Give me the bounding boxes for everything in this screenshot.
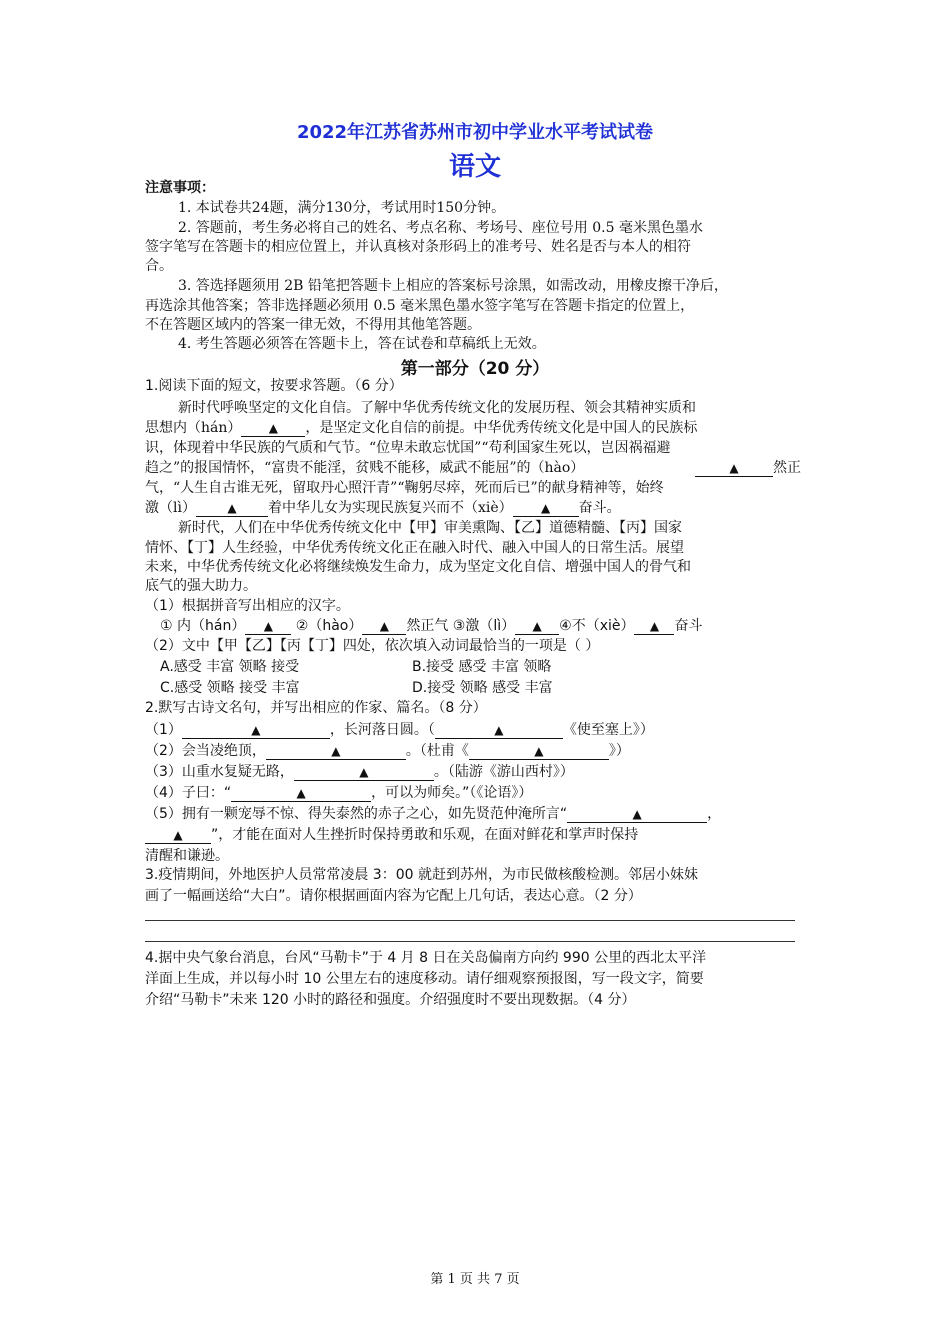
answer-blank[interactable]: ▲ xyxy=(435,722,563,739)
dictation-line-7: 清醒和谦逊。 xyxy=(145,848,229,864)
notice-item: 合。 xyxy=(145,258,173,274)
passage-line xyxy=(695,458,801,478)
dictation-line-4: （4）子曰：“ ▲ ，可以为师矣。”（《论语》） xyxy=(145,785,533,801)
notice-item: 4. 考生答题必须答在答题卡上，答在试卷和草稿纸上无效。 xyxy=(178,336,546,352)
answer-blank[interactable]: ▲ xyxy=(515,618,559,635)
option-c[interactable]: C.感受 领略 接受 丰富 xyxy=(160,680,300,696)
passage-line: 新时代，人们在中华优秀传统文化中【甲】审美熏陶、【乙】道德精髓、【丙】国家 xyxy=(178,520,682,536)
answer-blank[interactable]: ▲ xyxy=(245,618,291,635)
answer-blank[interactable]: ▲ xyxy=(241,420,305,437)
passage-line xyxy=(145,418,815,438)
pinyin-items: ① 内（hán） ▲ ②（hào） ▲ 然正气 ③激（lì） ▲ ④不（xiè） ▲ 奋斗 xyxy=(160,618,703,634)
passage-line: 底气的强大助力。 xyxy=(145,578,257,594)
passage-line: 趋之”的报国情怀，“富贵不能淫，贫贱不能移，威武不能屈”的（hào） xyxy=(145,460,585,476)
question-3-line: 3.疫情期间，外地医护人员常常凌晨 3：00 就赶到苏州，为市民做核酸检测。邻居小妹妹 xyxy=(145,867,698,883)
question-4-line: 洋面上生成，并以每小时 10 公里左右的速度移动。请仔细观察预报图，写一段文字，简要 xyxy=(145,971,704,987)
dictation-line-6: ▲ ”，才能在面对人生挫折时保持勇敢和乐观，在面对鲜花和掌声时保持 xyxy=(145,825,815,845)
notice-heading: 注意事项： xyxy=(145,180,215,196)
answer-blank[interactable]: ▲ xyxy=(469,743,609,760)
notice-item: 1. 本试卷共24题，满分130分，考试用时150分钟。 xyxy=(178,200,506,216)
dictation-line-3: （3）山重水复疑无路， ▲ 。（陆游《游山西村》） xyxy=(145,764,574,780)
passage-text: 然正 xyxy=(773,460,801,476)
answer-blank[interactable]: ▲ xyxy=(513,500,579,517)
passage-text: 思想内（hán） xyxy=(145,420,242,436)
answer-blank[interactable]: ▲ xyxy=(294,764,434,781)
passage-text: ，是坚定文化自信的前提。中华优秀传统文化是中国人的民族标 xyxy=(305,420,698,436)
option-b[interactable]: B.接受 感受 丰富 领略 xyxy=(412,659,552,675)
passage-line xyxy=(145,498,815,518)
subject-title: 语文 xyxy=(448,152,501,182)
answer-blank[interactable]: ▲ xyxy=(231,785,371,802)
notice-item: 不在答题区域内的答案一律无效，不得用其他笔答题。 xyxy=(145,317,481,333)
exam-title: 2022年江苏省苏州市初中学业水平考试试卷 xyxy=(296,122,654,143)
dictation-line-5: （5）拥有一颗宠辱不惊、得失泰然的赤子之心，如先贤范仲淹所言“ ▲ ， xyxy=(145,806,722,822)
passage-line: 情怀、【丁】人生经验，中华优秀传统文化正在融入时代、融入中国人的日常生活。展望 xyxy=(145,540,684,556)
section-heading: 第一部分（20 分） xyxy=(400,359,550,379)
question-1-sub1: （1）根据拼音写出相应的汉字。 xyxy=(145,598,350,614)
passage-text: 着中华儿女为实现民族复兴而不（xiè） xyxy=(267,500,513,516)
option-a[interactable]: A.感受 丰富 领略 接受 xyxy=(160,659,300,675)
answer-blank[interactable]: ▲ xyxy=(695,460,773,477)
passage-line: 未来，中华优秀传统文化必将继续焕发生命力，成为坚定文化自信、增强中国人的骨气和 xyxy=(145,559,691,575)
passage-text: 激（lì） xyxy=(145,500,196,516)
passage-line: 新时代呼唤坚定的文化自信。了解中华优秀传统文化的发展历程、领会其精神实质和 xyxy=(178,400,696,416)
question-1-stem: 1.阅读下面的短文，按要求答题。（6 分） xyxy=(145,378,403,394)
question-2-stem: 2.默写古诗文名句，并写出相应的作家、篇名。（8 分） xyxy=(145,700,487,716)
notice-item: 签字笔写在答题卡的相应位置上，并认真核对条形码上的准考号、姓名是否与本人的相符 xyxy=(145,239,691,255)
answer-blank[interactable]: ▲ xyxy=(567,806,707,823)
question-4-line: 4.据中央气象台消息，台风“马勒卡”于 4 月 8 日在关岛偏南方向约 990 公里的西北太平洋 xyxy=(145,950,707,966)
question-3-line: 画了一幅画送给“大白”。请你根据画面内容为它配上几句话，表达心意。（2 分） xyxy=(145,888,642,904)
notice-item: 3. 答选择题须用 2B 铅笔把答题卡上相应的答案标号涂黑，如需改动，用橡皮擦干净后， xyxy=(178,278,728,294)
answer-line[interactable] xyxy=(145,941,795,942)
notice-item: 再选涂其他答案；答非选择题必须用 0.5 毫米黑色墨水签字笔写在答题卡指定的位置上， xyxy=(145,298,695,314)
answer-blank[interactable]: ▲ xyxy=(196,500,268,517)
answer-line[interactable] xyxy=(145,920,795,921)
answer-blank[interactable]: ▲ xyxy=(634,618,674,635)
answer-blank[interactable]: ▲ xyxy=(362,618,406,635)
passage-line: 气，“人生自古谁无死，留取丹心照汗青”“鞠躬尽瘁，死而后已”的献身精神等，始终 xyxy=(145,480,664,496)
question-4-line: 介绍“马勒卡”未来 120 小时的路径和强度。介绍强度时不要出现数据。（4 分） xyxy=(145,992,636,1008)
dictation-line-2: （2）会当凌绝顶， ▲ 。（杜甫《 ▲ 》） xyxy=(145,743,630,759)
passage-line: 识，体现着中华民族的气质和气节。“位卑未敢忘忧国”“苟利国家生死以，岂因祸福避 xyxy=(145,440,671,456)
notice-item: 2. 答题前，考生务必将自己的姓名、考点名称、考场号、座位号用 0.5 毫米黑色墨水 xyxy=(178,220,703,236)
passage-text: 奋斗。 xyxy=(578,500,621,516)
page-footer: 第 1 页 共 7 页 xyxy=(430,1272,520,1287)
dictation-line-1: （1） ▲ ，长河落日圆。（ ▲ 《使至塞上》） xyxy=(145,722,654,738)
option-d[interactable]: D.接受 领略 感受 丰富 xyxy=(412,680,553,696)
answer-blank[interactable]: ▲ xyxy=(266,743,406,760)
answer-blank[interactable]: ▲ xyxy=(182,722,330,739)
question-1-sub2: （2）文中【甲【乙】【丙【丁】四处，依次填入动词最恰当的一项是（ ） xyxy=(145,638,600,654)
answer-blank[interactable]: ▲ xyxy=(145,827,211,844)
